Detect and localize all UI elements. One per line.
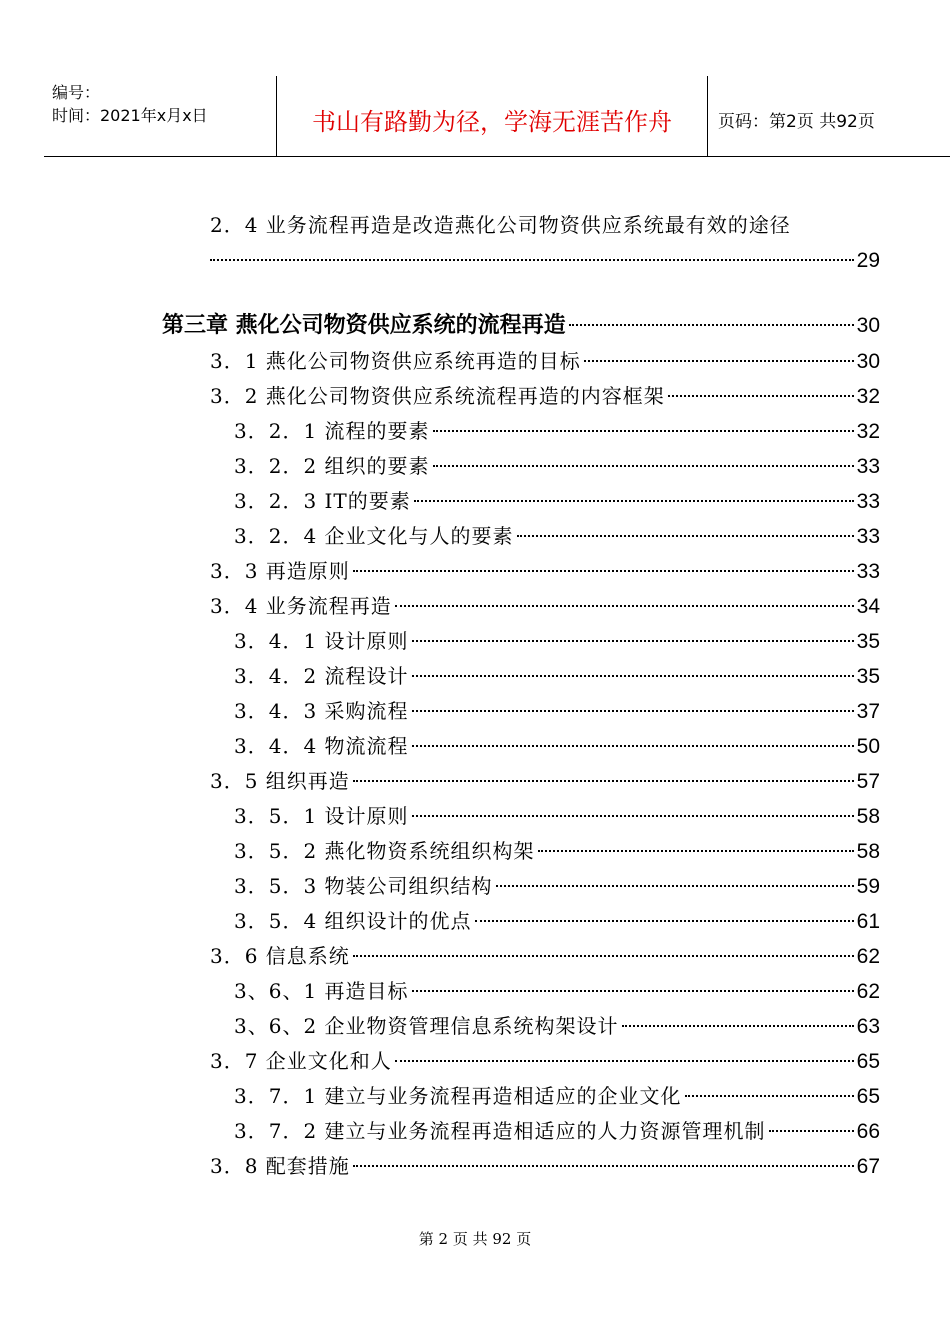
toc-entry-page: 30 — [856, 350, 880, 373]
toc-entry-3-4-3[interactable] — [234, 694, 880, 729]
toc-entry-text: 3．2．4 企业文化与人的要素 — [234, 524, 514, 548]
toc-entry-3-1[interactable] — [210, 344, 880, 379]
toc-leader-dots — [433, 430, 854, 432]
toc-entry-text: 3．5．1 设计原则 — [234, 804, 409, 828]
toc-entry-3-7-1[interactable] — [234, 1079, 880, 1114]
toc-entry-text: 3．5 组织再造 — [210, 769, 350, 793]
toc-leader-dots — [517, 535, 854, 537]
toc-leader-dots — [353, 955, 854, 957]
toc-leader-dots — [395, 1060, 854, 1062]
toc-entry-page: 29 — [856, 249, 880, 272]
toc-entry-3-7-2[interactable] — [234, 1114, 880, 1149]
toc-leader-dots — [412, 710, 854, 712]
toc-entry-text: 3．5．4 组织设计的优点 — [234, 909, 472, 933]
toc-entry-text: 3．6 信息系统 — [210, 944, 350, 968]
toc-entry-text: 第三章 燕化公司物资供应系统的流程再造 — [162, 313, 566, 338]
toc-entry-3-5-2[interactable] — [234, 834, 880, 869]
toc-entry-page: 35 — [856, 630, 880, 653]
document-time-label: 时间：2021年x月x日 — [52, 106, 208, 125]
toc-entry-3-2-2[interactable] — [234, 449, 880, 484]
toc-leader-dots — [353, 1165, 854, 1167]
toc-entry-page: 32 — [856, 385, 880, 408]
document-number-label: 编号： — [52, 83, 101, 102]
toc-entry-page: 63 — [856, 1015, 880, 1038]
toc-entry-3-2-3[interactable] — [234, 484, 880, 519]
toc-leader-dots — [412, 815, 854, 817]
toc-leader-dots — [433, 465, 854, 467]
toc-entry-text: 2．4 业务流程再造是改造燕化公司物资供应系统最有效的途径 — [210, 213, 791, 237]
toc-entry-text: 3．2．3 IT的要素 — [234, 489, 411, 513]
toc-entry-page: 30 — [856, 314, 880, 337]
toc-entry-text: 3、6、2 企业物资管理信息系统构架设计 — [234, 1014, 619, 1038]
toc-entry-text: 3．4．4 物流流程 — [234, 734, 409, 758]
toc-leader-dots — [538, 850, 854, 852]
toc-entry-3-5[interactable] — [210, 764, 880, 799]
toc-entry-3-5-1[interactable] — [234, 799, 880, 834]
toc-entry-text: 3、6、1 再造目标 — [234, 979, 409, 1003]
toc-leader-dots — [584, 360, 854, 362]
toc-leader-dots — [412, 745, 854, 747]
toc-entry-text: 3．4．3 采购流程 — [234, 699, 409, 723]
toc-entry-2-4[interactable] — [210, 208, 880, 278]
toc-leader-dots — [395, 605, 854, 607]
toc-entry-page: 50 — [856, 735, 880, 758]
toc-entry-text: 3．1 燕化公司物资供应系统再造的目标 — [210, 349, 581, 373]
page-header — [44, 76, 950, 157]
toc-entry-3-4-1[interactable] — [234, 624, 880, 659]
toc-entry-text: 3．8 配套措施 — [210, 1154, 350, 1178]
toc-entry-chapter-3[interactable] — [162, 308, 880, 343]
toc-entry-page: 32 — [856, 420, 880, 443]
toc-entry-3-6-2[interactable] — [234, 1009, 880, 1044]
toc-leader-dots — [685, 1095, 854, 1097]
toc-leader-dots — [353, 570, 854, 572]
toc-leader-dots — [414, 500, 854, 502]
toc-entry-page: 66 — [856, 1120, 880, 1143]
toc-entry-3-4-4[interactable] — [234, 729, 880, 764]
toc-entry-text: 3．3 再造原则 — [210, 559, 350, 583]
toc-entry-3-5-3[interactable] — [234, 869, 880, 904]
toc-leader-dots — [475, 920, 854, 922]
toc-entry-3-5-4[interactable] — [234, 904, 880, 939]
toc-entry-text: 3．2．2 组织的要素 — [234, 454, 430, 478]
toc-leader-dots — [210, 259, 854, 261]
toc-leader-dots — [769, 1130, 854, 1132]
toc-leader-dots — [412, 990, 854, 992]
toc-leader-dots — [412, 675, 854, 677]
toc-entry-3-7[interactable] — [210, 1044, 880, 1079]
toc-entry-3-6-1[interactable] — [234, 974, 880, 1009]
header-page-info: 页码：第2页 共92页 — [718, 112, 875, 132]
toc-entry-text: 3．7．2 建立与业务流程再造相适应的人力资源管理机制 — [234, 1119, 766, 1143]
toc-entry-page: 37 — [856, 700, 880, 723]
toc-entry-text: 3．7．1 建立与业务流程再造相适应的企业文化 — [234, 1084, 682, 1108]
toc-entry-3-4[interactable] — [210, 589, 880, 624]
toc-entry-page: 65 — [856, 1050, 880, 1073]
toc-entry-page: 67 — [856, 1155, 880, 1178]
toc-entry-page: 59 — [856, 875, 880, 898]
header-motto-cell — [277, 76, 708, 156]
toc-entry-3-2-4[interactable] — [234, 519, 880, 554]
toc-entry-page: 57 — [856, 770, 880, 793]
toc-entry-3-4-2[interactable] — [234, 659, 880, 694]
toc-entry-3-8[interactable] — [210, 1149, 880, 1184]
toc-entry-text: 3．2 燕化公司物资供应系统流程再造的内容框架 — [210, 384, 665, 408]
toc-entry-page: 33 — [856, 490, 880, 513]
toc-entry-text: 3．5．2 燕化物资系统组织构架 — [234, 839, 535, 863]
toc-entry-3-3[interactable] — [210, 554, 880, 589]
toc-entry-page: 62 — [856, 980, 880, 1003]
toc-leader-dots — [622, 1025, 854, 1027]
page-footer: 第 2 页 共 92 页 — [418, 1230, 532, 1248]
toc-leader-dots — [496, 885, 854, 887]
toc-entry-3-2-1[interactable] — [234, 414, 880, 449]
toc-entry-page: 58 — [856, 805, 880, 828]
toc-leader-dots — [353, 780, 854, 782]
toc-entry-page: 33 — [856, 560, 880, 583]
toc-entry-page: 35 — [856, 665, 880, 688]
toc-entry-3-2[interactable] — [210, 379, 880, 414]
toc-entry-text: 3．5．3 物装公司组织结构 — [234, 874, 493, 898]
toc-entry-page: 34 — [856, 595, 880, 618]
toc-entry-text: 3．4 业务流程再造 — [210, 594, 392, 618]
toc-entry-page: 33 — [856, 455, 880, 478]
toc-entry-page: 62 — [856, 945, 880, 968]
header-left-cell — [44, 76, 277, 156]
toc-entry-page: 61 — [856, 910, 880, 933]
toc-entry-3-6[interactable] — [210, 939, 880, 974]
toc-entry-text: 3．2．1 流程的要素 — [234, 419, 430, 443]
toc-entry-page: 33 — [856, 525, 880, 548]
toc-leader-dots — [412, 640, 854, 642]
toc-leader-dots — [668, 395, 854, 397]
toc-entry-page: 58 — [856, 840, 880, 863]
toc-leader-dots — [569, 324, 854, 326]
motto-text: 书山有路勤为径，学海无涯苦作舟 — [312, 108, 672, 136]
header-page-cell — [708, 76, 950, 156]
toc-entry-text: 3．7 企业文化和人 — [210, 1049, 392, 1073]
toc-entry-text: 3．4．1 设计原则 — [234, 629, 409, 653]
toc-entry-text: 3．4．2 流程设计 — [234, 664, 409, 688]
toc-entry-page: 65 — [856, 1085, 880, 1108]
